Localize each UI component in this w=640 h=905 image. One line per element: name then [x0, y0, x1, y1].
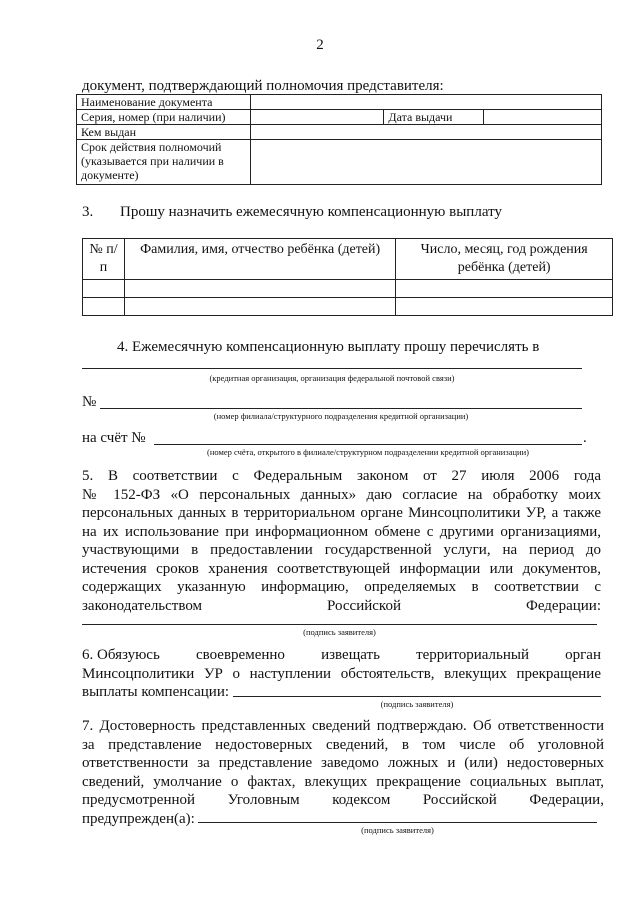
- word: кодексом: [332, 792, 391, 808]
- rep-doc-date-value: [484, 110, 602, 125]
- word: 6. Обязуюсь: [82, 647, 160, 663]
- word: орган: [565, 647, 601, 663]
- account-number-field[interactable]: [154, 444, 582, 445]
- children-col-number: № п/п: [83, 239, 125, 280]
- account-end-dot: .: [583, 430, 587, 446]
- account-caption: (номер счёта, открытого в филиале/структурном подразделении кредитной организации): [207, 447, 529, 457]
- table-row: [124, 280, 395, 298]
- item6-line-2: Минсоцполитики УР о наступлении обстоятельств, влекущих прекращение: [82, 665, 601, 682]
- word: своевременно: [195, 647, 285, 663]
- rep-doc-validity-value: [250, 140, 601, 185]
- item6-signature-field[interactable]: [233, 696, 601, 697]
- item7-line-3: ответственности за представление заведомо ложных и (или) недостоверных: [82, 755, 604, 771]
- account-label: на счёт №: [82, 430, 146, 446]
- word: соответствии: [132, 468, 218, 484]
- item7-signature-caption: (подпись заявителя): [361, 825, 434, 835]
- item6-paragraph: [82, 646, 601, 702]
- children-table: [82, 238, 613, 316]
- word: Федерации:: [525, 597, 601, 614]
- rep-doc-validity-label: Срок действия полномочий (указывается при наличии в документе): [77, 140, 251, 185]
- word: В: [107, 468, 118, 484]
- item4-text: 4. Ежемесячную компенсационную выплату прошу перечислять в: [117, 339, 540, 355]
- word: территориальный: [416, 647, 529, 663]
- word: с: [232, 468, 239, 484]
- item7-line-2: за представление недостоверных сведений, в том числе об уголовной: [82, 736, 604, 753]
- table-row: [83, 298, 125, 316]
- rep-doc-date-label: Дата выдачи: [384, 110, 484, 125]
- item5-line-2: № 152-ФЗ «О персональных данных» даю согласие на обработку моих: [82, 486, 601, 503]
- table-row: [396, 298, 613, 316]
- bank-org-field[interactable]: [82, 368, 582, 369]
- word: от: [423, 468, 437, 484]
- word: законом: [356, 468, 409, 484]
- item3-number: 3.: [82, 204, 94, 220]
- word: Уголовным: [227, 792, 300, 808]
- word: извещать: [321, 647, 380, 663]
- word: Федеральным: [253, 468, 343, 484]
- rep-doc-table: [76, 94, 602, 185]
- item6-line-3: выплаты компенсации:: [82, 684, 230, 700]
- item5-signature-caption: (подпись заявителя): [303, 627, 376, 637]
- word: 2006: [529, 468, 560, 484]
- item7-line-5: [82, 791, 604, 810]
- word: 27: [451, 468, 467, 484]
- bank-org-caption: (кредитная организация, организация федеральной почтовой связи): [209, 373, 455, 383]
- word: 5.: [82, 468, 94, 484]
- word: Российской: [327, 597, 401, 614]
- item7-line-6: предупрежден(а):: [82, 810, 195, 827]
- table-row: [83, 280, 125, 298]
- rep-doc-series-label: Серия, номер (при наличии): [77, 110, 251, 125]
- table-row: [396, 280, 613, 298]
- item5-line-7: содержащих указанную информацию, определяемых в соответствии с: [82, 579, 601, 595]
- rep-doc-heading: документ, подтверждающий полномочия представителя:: [82, 78, 444, 94]
- item5-paragraph: [82, 467, 601, 615]
- branch-number-field[interactable]: [100, 408, 582, 409]
- rep-doc-name-label: Наименование документа: [77, 95, 251, 110]
- table-row: [124, 298, 395, 316]
- children-col-birthdate: Число, месяц, год рождения ребёнка (детей): [396, 239, 613, 280]
- item6-signature-caption: (подпись заявителя): [380, 699, 454, 709]
- item7-line-1: 7. Достоверность представленных сведений подтверждаю. Об ответственности: [82, 718, 604, 734]
- item6-line-1: [82, 646, 601, 665]
- rep-doc-series-value: [250, 110, 384, 125]
- branch-number-caption: (номер филиала/структурного подразделения кредитной организации): [213, 411, 469, 421]
- item7-line-4: сведений, умолчание о фактах, влекущих прекращение социальных выплат,: [82, 773, 604, 790]
- rep-doc-name-value: [250, 95, 601, 110]
- page-number: 2: [316, 37, 324, 53]
- rep-doc-issued-label: Кем выдан: [77, 125, 251, 140]
- item5-line-1: [82, 467, 601, 486]
- word: Российской: [422, 792, 497, 808]
- item5-line-5: участвующими в предоставлении государственной услуги, на период до: [82, 542, 601, 558]
- word: предусмотренной: [82, 792, 196, 808]
- branch-number-label: №: [82, 394, 97, 410]
- item5-line-6: истечения сроков хранения соответствующей информации или документов,: [82, 560, 601, 577]
- item7-paragraph: [82, 717, 604, 828]
- rep-doc-issued-value: [250, 125, 601, 140]
- item5-line-8: [82, 597, 601, 616]
- word: июля: [481, 468, 515, 484]
- word: Федерации,: [529, 792, 604, 808]
- item3-text: Прошу назначить ежемесячную компенсационную выплату: [120, 204, 502, 220]
- children-col-name: Фамилия, имя, отчество ребёнка (детей): [124, 239, 395, 280]
- item5-signature-field[interactable]: [82, 624, 597, 625]
- item5-line-4: на их использование при информационном обмене с другими организациями,: [82, 523, 601, 540]
- item5-line-3: персональных данных в территориальном органе Минсоцполитики УР, а также: [82, 505, 601, 521]
- word: года: [573, 468, 601, 484]
- item7-signature-field[interactable]: [198, 822, 597, 823]
- word: законодательством: [82, 597, 203, 614]
